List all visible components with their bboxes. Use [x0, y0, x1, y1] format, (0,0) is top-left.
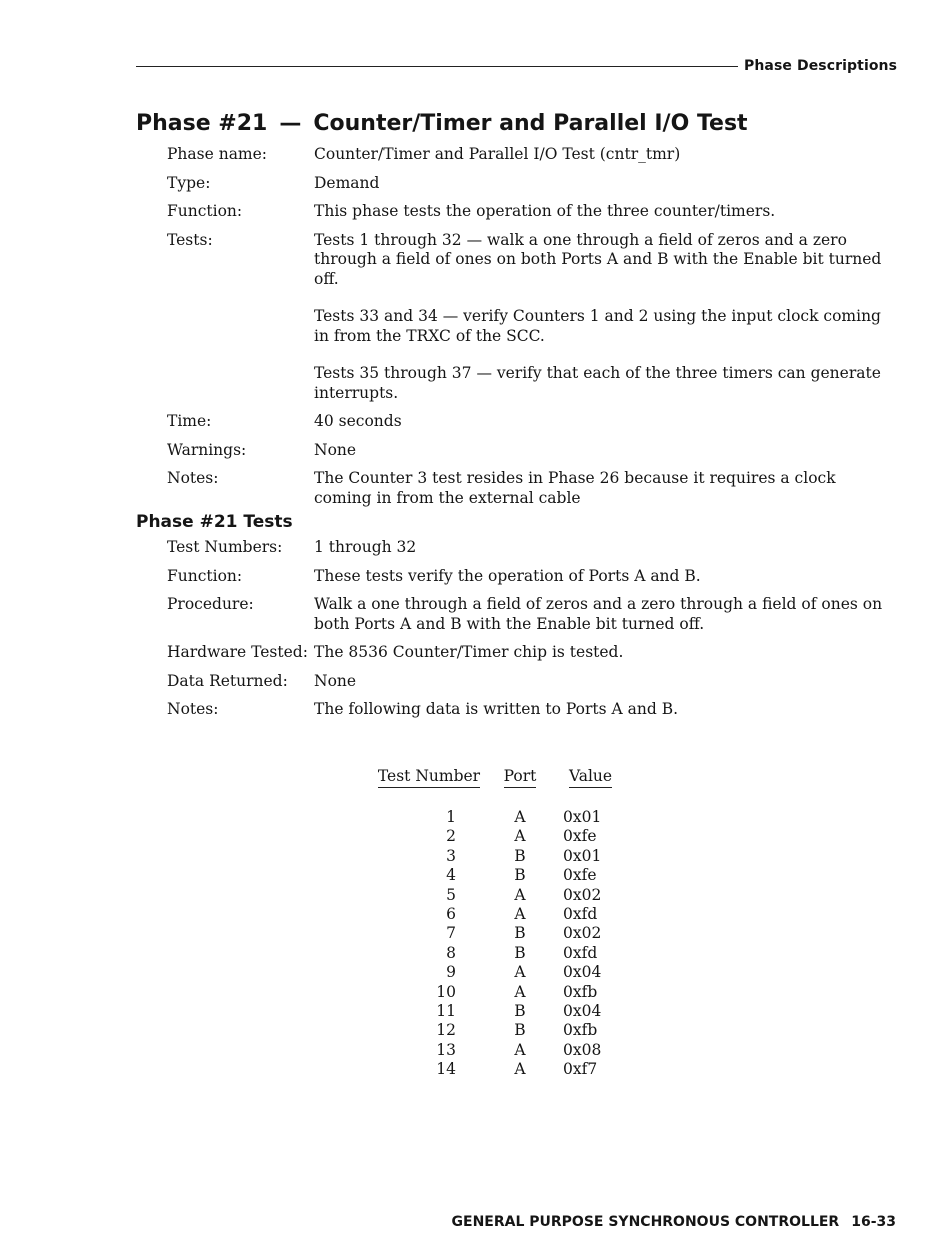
page-number: 16-33 [851, 1214, 896, 1230]
port-cell: B [514, 924, 526, 943]
table-row [366, 944, 633, 963]
test-number-cell: 14 [436, 1060, 456, 1079]
field-value [314, 538, 898, 558]
test-number-cell: 13 [436, 1040, 456, 1059]
field-paragraph: These tests verify the operation of Ports A and B. [314, 566, 701, 585]
value-cell: 0x04 [563, 963, 602, 982]
field-value [314, 643, 898, 663]
field-row [0, 441, 950, 461]
port-cell: A [514, 1040, 526, 1059]
table-row [366, 827, 633, 846]
port-cell: A [514, 808, 526, 826]
field-label: Hardware Tested: [167, 643, 308, 661]
field-row [0, 412, 950, 432]
field-label: Function: [167, 202, 243, 220]
field-label: Data Returned: [167, 671, 288, 690]
value-cell: 0xfd [563, 905, 598, 924]
value-cell: 0xfd [563, 943, 598, 962]
port-cell: A [514, 827, 526, 846]
table-row [366, 886, 633, 905]
table-row [366, 983, 633, 1002]
field-paragraph: Tests 35 through 37 — verify that each of the three timers can generate interrupts. [314, 364, 881, 402]
field-paragraph: Counter/Timer and Parallel I/O Test (cntr_tmr) [314, 145, 681, 163]
field-label: Function: [167, 566, 243, 585]
value-cell: 0xf7 [563, 1060, 598, 1079]
field-value [314, 595, 898, 634]
field-row [0, 202, 950, 222]
field-value [314, 174, 898, 194]
column-header-value: Value [548, 767, 633, 796]
field-label: Notes: [167, 469, 219, 487]
field-paragraph: None [314, 440, 357, 459]
test-number-cell: 8 [446, 943, 456, 962]
field-value [314, 145, 898, 165]
table-row [366, 847, 633, 866]
test-number-cell: 10 [436, 982, 456, 1001]
column-header-port: Port [492, 767, 548, 796]
port-cell: A [514, 905, 526, 924]
table-row [366, 808, 633, 827]
port-cell: A [514, 1060, 526, 1079]
page-footer [452, 1214, 896, 1230]
table-row [366, 924, 633, 943]
value-cell: 0xfe [563, 866, 597, 885]
phase-name: Counter/Timer and Parallel I/O Test [313, 111, 748, 136]
port-cell: B [514, 1002, 526, 1021]
value-cell: 0x01 [563, 846, 602, 865]
table-row [366, 866, 633, 885]
field-label: Type: [167, 173, 211, 192]
test-number-cell: 9 [446, 963, 456, 982]
test-number-cell: 5 [446, 885, 456, 904]
port-data-table [366, 767, 633, 1080]
field-value [314, 231, 898, 404]
field-row [0, 643, 950, 663]
test-number-cell: 3 [446, 846, 456, 865]
field-value [314, 567, 898, 587]
tests-field-list [0, 538, 950, 729]
test-number-cell: 2 [446, 827, 456, 846]
field-value [314, 441, 898, 461]
phase-dash: — [279, 111, 302, 136]
value-cell: 0x08 [563, 1040, 602, 1059]
field-value [314, 700, 898, 720]
table-row [366, 1041, 633, 1060]
field-label: Test Numbers: [167, 538, 283, 556]
field-label: Notes: [167, 700, 219, 718]
test-number-cell: 11 [436, 1002, 456, 1021]
test-number-cell: 7 [446, 924, 456, 943]
field-row [0, 469, 950, 508]
field-paragraph: The Counter 3 test resides in Phase 26 because it requires a clock coming in from the external cable [314, 469, 836, 507]
phase-field-list [0, 145, 950, 517]
column-header-test-number: Test Number [366, 767, 492, 796]
field-paragraph: The following data is written to Ports A and B. [314, 700, 679, 718]
port-cell: B [514, 943, 526, 962]
header-rule [136, 66, 738, 67]
field-row [0, 700, 950, 720]
table-row [366, 1021, 633, 1040]
field-label: Tests: [167, 230, 213, 249]
value-cell: 0x04 [563, 1002, 602, 1021]
value-cell: 0x02 [563, 885, 602, 904]
test-number-cell: 1 [446, 808, 456, 826]
field-paragraph: Demand [314, 173, 380, 192]
running-header: Phase Descriptions [744, 58, 898, 74]
footer-title: GENERAL PURPOSE SYNCHRONOUS CONTROLLER [451, 1214, 840, 1230]
field-paragraph: Walk a one through a field of zeros and a zero through a field of ones on both Ports A and B with the Enable bit turned off. [314, 595, 883, 633]
table-row [366, 905, 633, 924]
value-cell: 0x02 [563, 924, 602, 943]
field-paragraph: 40 seconds [314, 412, 402, 430]
value-cell: 0x01 [563, 808, 602, 826]
port-cell: B [514, 1021, 526, 1040]
field-paragraph: This phase tests the operation of the three counter/timers. [314, 202, 776, 220]
field-label: Phase name: [167, 145, 268, 163]
table-row [366, 1060, 633, 1079]
field-value [314, 412, 898, 432]
field-value [314, 672, 898, 692]
phase-number: Phase #21 [136, 111, 268, 136]
port-cell: B [514, 846, 526, 865]
port-cell: A [514, 963, 526, 982]
field-paragraph: Tests 33 and 34 — verify Counters 1 and 2 using the input clock coming in from the TRXC of the SCC. [314, 307, 881, 345]
test-number-cell: 4 [446, 866, 456, 885]
field-label: Procedure: [167, 595, 254, 613]
field-row [0, 145, 950, 165]
test-number-cell: 12 [436, 1021, 456, 1040]
field-value [314, 202, 898, 222]
field-paragraph: None [314, 671, 357, 690]
phase-title [136, 111, 748, 136]
table-header-row [366, 767, 633, 796]
field-row [0, 538, 950, 558]
tests-section-title: Phase #21 Tests [136, 512, 293, 532]
value-cell: 0xfb [563, 1021, 598, 1040]
port-cell: A [514, 885, 526, 904]
table-row [366, 1002, 633, 1021]
field-paragraph: 1 through 32 [314, 538, 417, 556]
field-row [0, 567, 950, 587]
value-cell: 0xfb [563, 982, 598, 1001]
port-cell: A [514, 982, 526, 1001]
value-cell: 0xfe [563, 827, 597, 846]
table-row [366, 963, 633, 982]
field-row [0, 174, 950, 194]
field-paragraph: Tests 1 through 32 — walk a one through a field of zeros and a zero through a field of ones on both Ports A and B with the Enable bit turned off. [314, 230, 882, 288]
field-row [0, 231, 950, 404]
field-label: Time: [167, 412, 212, 430]
field-value [314, 469, 898, 508]
port-cell: B [514, 866, 526, 885]
field-row [0, 595, 950, 634]
test-number-cell: 6 [446, 905, 456, 924]
field-paragraph: The 8536 Counter/Timer chip is tested. [314, 643, 624, 661]
field-label: Warnings: [167, 440, 247, 459]
field-row [0, 672, 950, 692]
